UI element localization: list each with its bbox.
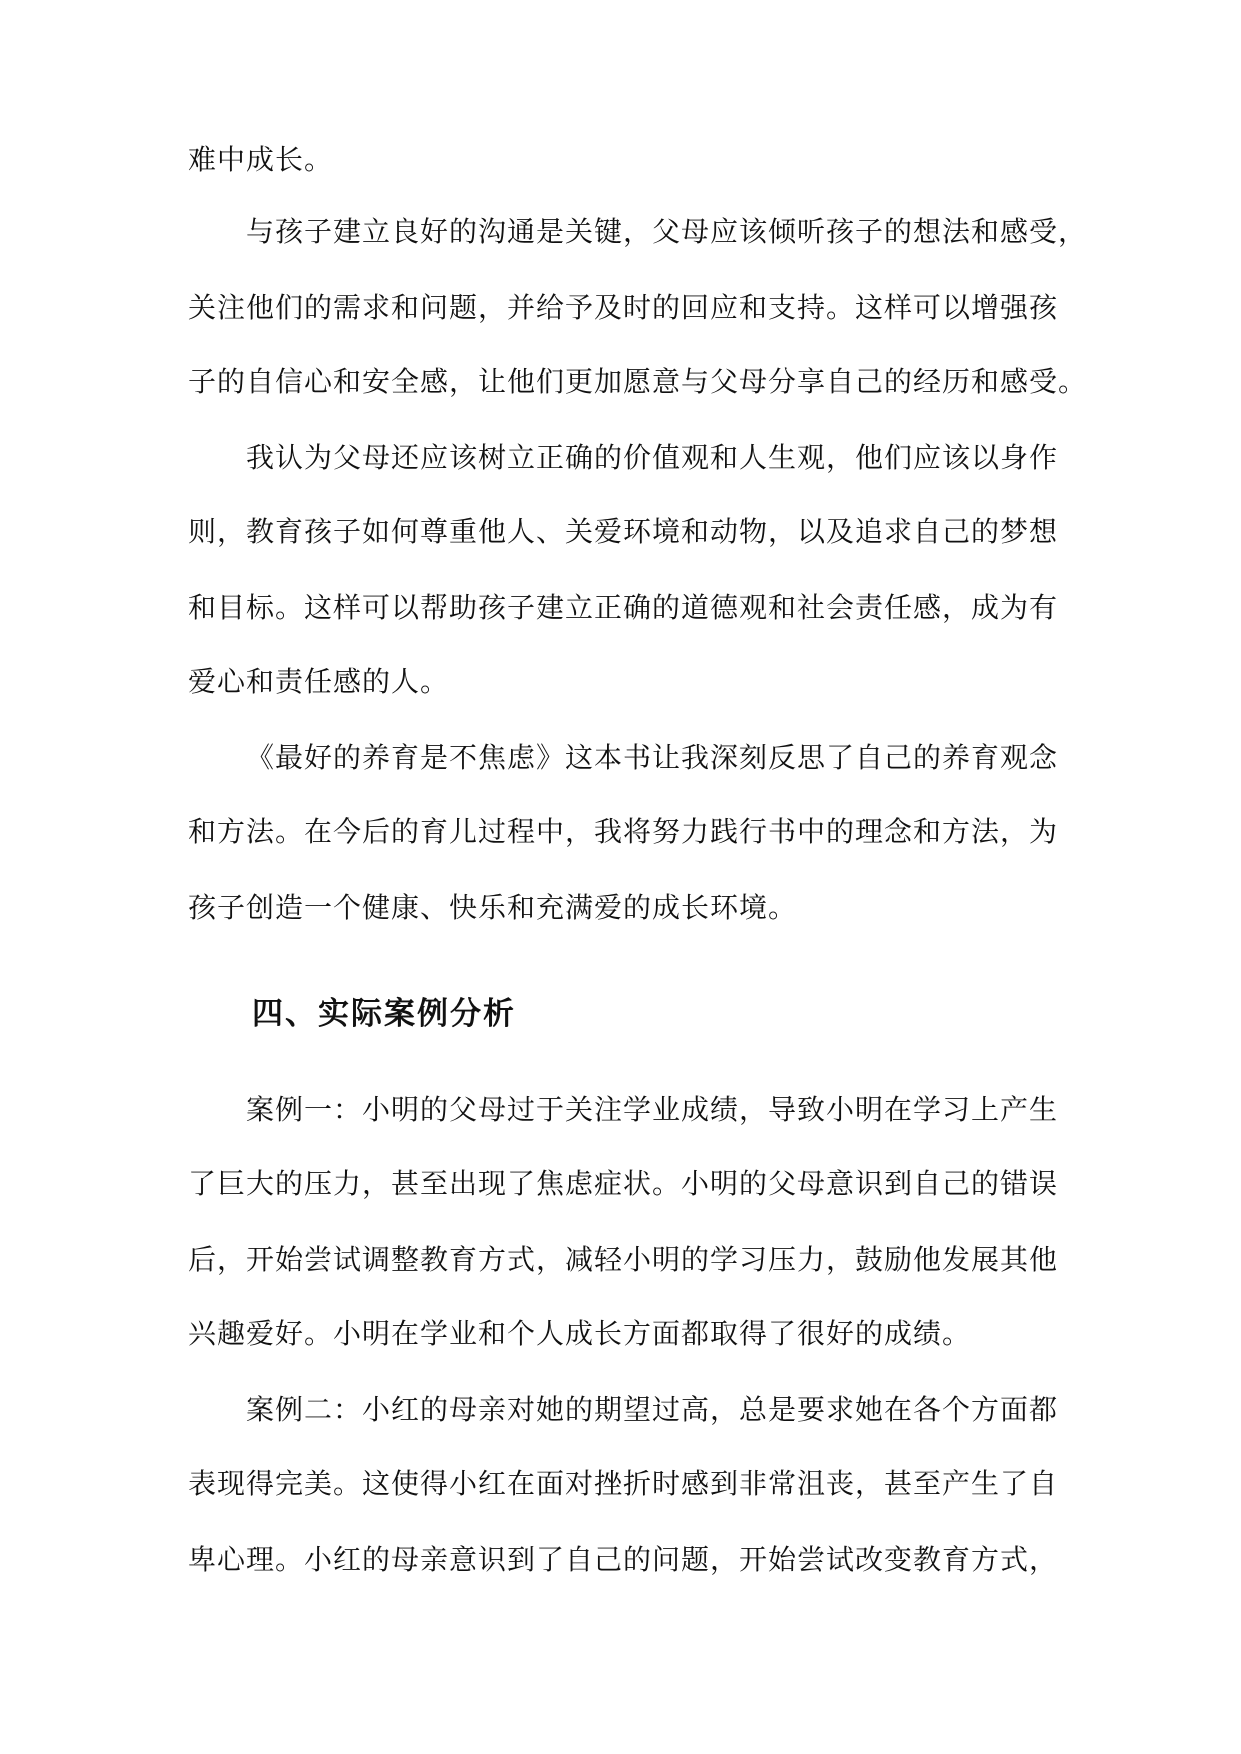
paragraph-first-line: 案例一：小明的父母过于关注学业成绩，导致小明在学习上产生: [246, 1093, 1059, 1126]
section-heading: 四、实际案例分析: [252, 996, 516, 1032]
text-line: 和目标。这样可以帮助孩子建立正确的道德观和社会责任感，成为有: [188, 591, 1059, 624]
text-line: 爱心和责任感的人。: [188, 665, 450, 698]
text-line: 后，开始尝试调整教育方式，减轻小明的学习压力，鼓励他发展其他: [188, 1243, 1059, 1276]
text-line: 和方法。在今后的育儿过程中，我将努力践行书中的理念和方法，为: [188, 815, 1059, 848]
text-line: 了巨大的压力，甚至出现了焦虑症状。小明的父母意识到自己的错误: [188, 1167, 1059, 1200]
text-line: 表现得完美。这使得小红在面对挫折时感到非常沮丧，甚至产生了自: [188, 1467, 1059, 1500]
text-line: 子的自信心和安全感，让他们更加愿意与父母分享自己的经历和感受。: [188, 365, 1088, 398]
paragraph-first-line: 我认为父母还应该树立正确的价值观和人生观，他们应该以身作: [246, 441, 1059, 474]
paragraph-first-line: 《最好的养育是不焦虑》这本书让我深刻反思了自己的养育观念: [246, 741, 1059, 774]
text-line: 则，教育孩子如何尊重他人、关爱环境和动物，以及追求自己的梦想: [188, 515, 1059, 548]
text-line: 孩子创造一个健康、快乐和充满爱的成长环境。: [188, 891, 798, 924]
text-line: 卑心理。小红的母亲意识到了自己的问题，开始尝试改变教育方式，: [188, 1543, 1059, 1576]
text-line: 难中成长。: [188, 143, 334, 176]
paragraph-first-line: 案例二：小红的母亲对她的期望过高，总是要求她在各个方面都: [246, 1393, 1059, 1426]
paragraph-first-line: 与孩子建立良好的沟通是关键，父母应该倾听孩子的想法和感受，: [246, 215, 1088, 248]
text-line: 关注他们的需求和问题，并给予及时的回应和支持。这样可以增强孩: [188, 291, 1059, 324]
text-line: 兴趣爱好。小明在学业和个人成长方面都取得了很好的成绩。: [188, 1317, 972, 1350]
